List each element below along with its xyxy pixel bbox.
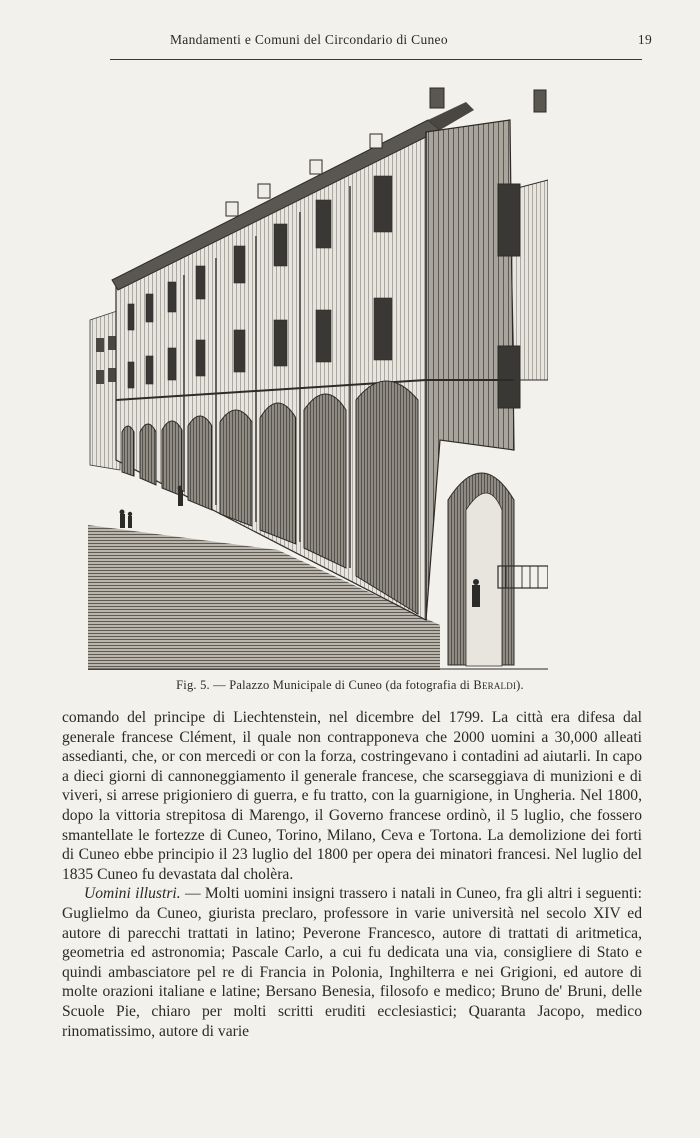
page-number: 19 [637, 32, 652, 47]
running-head [110, 28, 652, 50]
figure-caption [0, 678, 700, 693]
header-rule [110, 59, 642, 60]
paragraph-1 [62, 708, 642, 884]
paragraph-2-lead: Uomini illustri. [84, 885, 181, 903]
caption-photographer: Beraldi [473, 678, 517, 692]
figure-illustration [88, 80, 548, 670]
paragraph-2 [62, 884, 642, 1041]
palazzo-engraving [88, 80, 548, 670]
body-text [62, 708, 642, 1041]
running-title: Mandamenti e Comuni del Circondario di Cuneo [170, 32, 448, 47]
caption-end: ). [516, 678, 524, 692]
paragraph-2-text: — Molti uomini insigni trassero i natali in Cuneo, fra gli altri i seguenti: Guglielmo da Cuneo, giurista preclaro, professore in varie università nel secolo XIV ed autore di parecchi trattati in latino; Peverone Francesco, autore di trattati di aritmetica, geometria ed astronomia; Pascale Carlo, a cui fu dedicata una via, consigliere di Stato e quindi ambasciatore pel re di Francia in Polonia, Inghilterra e nei Grigioni, ed autore di molte orazioni italiane e latine; Bersano Benesia, filosofo e medico; Bruno de' Bruni, delle Scuole Pie, chiaro per molti scritti eruditi ecclesiastici; Quaranta Jacopo, medico rinomatissimo, autore di varie [62, 885, 642, 1040]
caption-text: Fig. 5. — Palazzo Municipale di Cuneo (da fotografia di [176, 678, 471, 692]
paragraph-1-text: comando del principe di Liechtenstein, nel dicembre del 1799. La città era difesa dal generale francese Clément, il quale non contrapponeva che 2000 uomini a 30,000 alleati assedianti, che, or con mercedi or con la forza, costringevano i contadini ad aiutarli. In capo a dieci giorni di cannoneggiamento il generale francese, che scarseggiava di munizioni e di viveri, si arrese prigioniero di guerra, e fu tratto, con la guarnigione, in Ungheria. Nel 1800, dopo la vittoria strepitosa di Marengo, il Governo francese ordinò, il 5 luglio, che fossero smantellate le fortezze di Cuneo, Torino, Milano, Ceva e Tortona. La demolizione dei forti di Cuneo ebbe principio il 23 luglio del 1800 per opera dei minatori francesi. Nel luglio del 1835 Cuneo fu devastata dal cholèra. [62, 709, 642, 883]
